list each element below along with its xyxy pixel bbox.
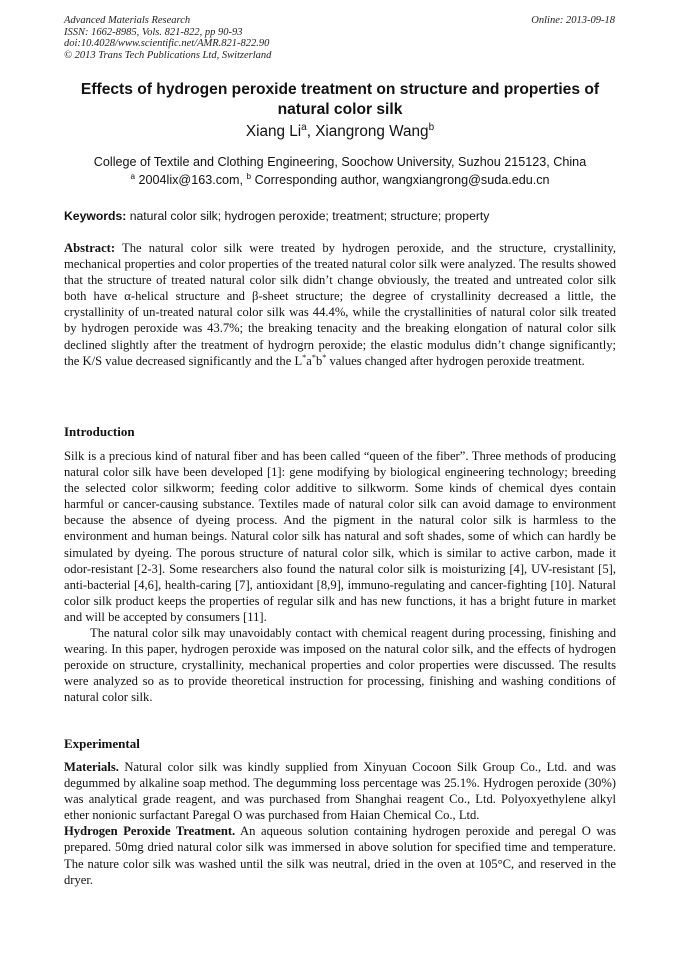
- keywords-text: natural color silk; hydrogen peroxide; treatment; structure; property: [126, 209, 490, 223]
- abstract-superscript: *: [311, 352, 316, 362]
- treatment-label: Hydrogen Peroxide Treatment.: [64, 824, 236, 839]
- affiliation-institution: College of Textile and Clothing Engineering, Soochow University, Suzhou 215123, China: [93, 155, 587, 169]
- abstract: [64, 240, 616, 369]
- introduction-body: [64, 448, 616, 706]
- email-a: 2004lix@163.com,: [135, 173, 247, 187]
- online-date: Online: 2013-09-18: [531, 15, 615, 26]
- abstract-tail: values changed after hydrogen peroxide treatment.: [326, 353, 585, 368]
- paragraph: [64, 823, 616, 887]
- treatment-text: An aqueous solution containing hydrogen peroxide and peregal O was prepared. 50mg dried natural color silk was immersed in above solution for specified time and temperature. The nature color silk was washed until the silk was neutral, dried in the oven at 105°C, and reserved in the dryer.: [64, 824, 616, 887]
- copyright-line: © 2013 Trans Tech Publications Ltd, Switzerland: [64, 49, 272, 61]
- author-list: [64, 122, 616, 142]
- paragraph: Silk is a precious kind of natural fiber and has been called “queen of the fiber”. Three methods of producing natural color silk have been developed [1]: gene modifying by biological engineering technology; breeding the selected color silkworm; feeding color additive to silkworm. Some kinds of chemical dyes contain harmful or cancer-causing substance. Textiles made of natural color silk can avoid damage to environment because the absence of dyeing process. And the pigment in the natural color silk is harmless to the environment and human beings. Natural color silk has natural and soft shades, some of which can hardly be simulated by dyeing. The porous structure of natural color silk, which is similar to active carbon, made it odor-resistant [2-3]. Some researchers also found the natural color silk is moisturizing [4], UV-resistant [5], anti-bacterial [4,6], health-caring [7], antioxidant [8,9], immuno-regulating and cancer-fighting [10]. Natural color silk product keeps the properties of regular silk and has new functions, it has a bright future in market and will be accepted by consumers [11].: [64, 449, 616, 624]
- abstract-label: Abstract:: [64, 241, 116, 255]
- keywords-label: Keywords:: [64, 209, 127, 223]
- paragraph: The natural color silk may unavoidably contact with chemical reagent during processing, finishing and wearing. In this paper, hydrogen peroxide was imposed on the natural color silk, and the effects of hydrogen peroxide on structure, crystallinity, mechanical properties and color properties were discussed. The results were analyzed so as to provide theoretical instruction for processing, finishing and washing conditions of natural color silk.: [64, 626, 616, 705]
- author-name: Xiang Li: [245, 123, 302, 140]
- introduction-heading: Introduction: [64, 424, 135, 439]
- materials-text: Natural color silk was kindly supplied from Xinyuan Cocoon Silk Group Co., Ltd. and was degummed by alkaline soap method. The degumming loss percentage was 25.1%. Hydrogen peroxide (30%) was analytical grade reagent, and was purchased from Shanghai reagent Co., Ltd. Polyoxyethylene alkyl ether nonionic surfactant Paregal O was purchased from Haian Chemical Co., Ltd.: [64, 760, 616, 823]
- paper-title: Effects of hydrogen peroxide treatment on structure and properties of natural color silk: [80, 81, 600, 118]
- affiliation: [64, 153, 616, 189]
- paragraph: [64, 759, 616, 823]
- author-affil-mark: b: [428, 121, 435, 133]
- abstract-text: The natural color silk were treated by hydrogen peroxide, and the structure, crystallinity, mechanical properties and color properties of the treated natural color silk were analyzed. The results showed that the structure of treated natural color silk didn’t change obviously, the treated and untreated color silk both have α-helical structure and β-sheet structure; the degree of crystallinity decreased a little, the crystallinity of un-treated natural color silk was 44.4%, while the crystallinities of natural color silk treated by hydrogen peroxide was 43.7%; the breaking tenacity and the breaking elongation of natural color silk declined slightly after the treatment of hydrogrn peroxide; the elastic modulus didn’t change significantly; the K/S value decreased significantly and the L: [64, 241, 616, 368]
- affiliation-emails: [64, 171, 616, 189]
- journal-name: Advanced Materials Research: [64, 15, 191, 26]
- abstract-superscript: *: [322, 352, 327, 362]
- affil-mark: a: [130, 171, 136, 181]
- author-name: Xiangrong Wang: [315, 123, 429, 140]
- experimental-heading: Experimental: [64, 736, 140, 751]
- abstract-symbol: b: [315, 353, 323, 368]
- affil-mark: b: [246, 171, 252, 181]
- abstract-symbol: a: [306, 353, 312, 368]
- abstract-superscript: *: [302, 352, 307, 362]
- keywords: [64, 208, 616, 224]
- issn-line: ISSN: 1662-8985, Vols. 821-822, pp 90-93: [64, 26, 243, 38]
- author-separator: ,: [306, 123, 316, 140]
- journal-header: [64, 15, 271, 61]
- author-affil-mark: a: [301, 121, 307, 133]
- materials-label: Materials.: [64, 760, 119, 774]
- doi-line: doi:10.4028/www.scientific.net/AMR.821-822.90: [64, 38, 270, 50]
- experimental-body: [64, 759, 616, 888]
- email-b: Corresponding author, wangxiangrong@suda.edu.cn: [251, 173, 550, 187]
